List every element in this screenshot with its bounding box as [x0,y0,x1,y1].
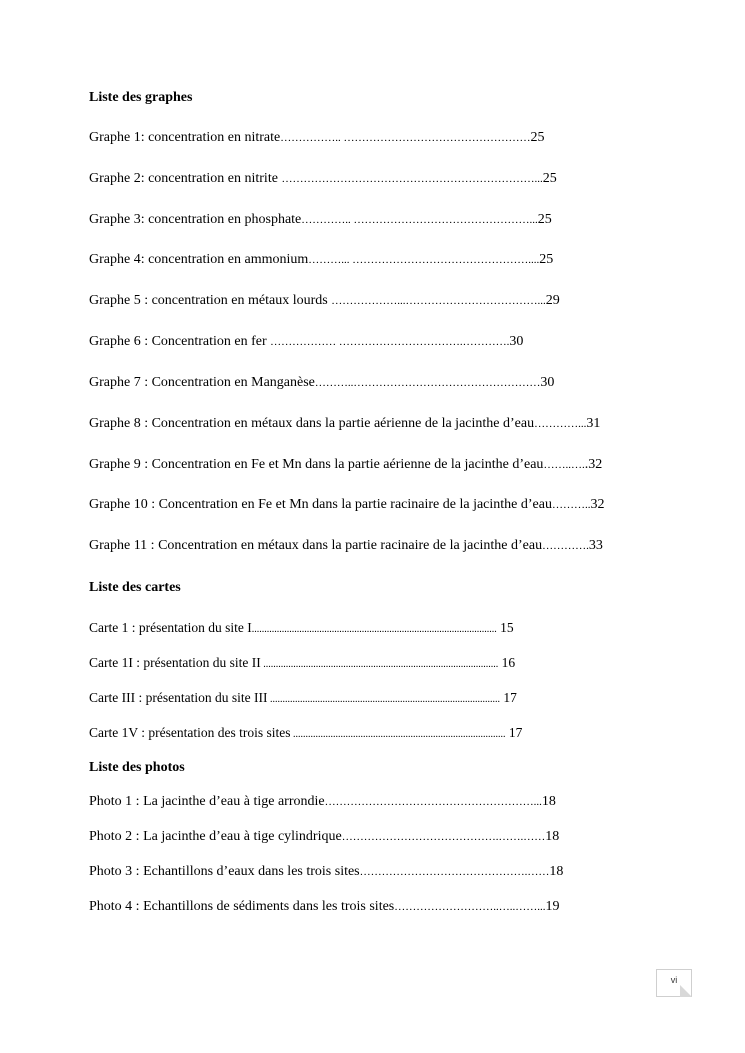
toc-entry-graphe-5[interactable] [89,293,560,309]
entry-page: 25 [537,212,552,227]
toc-entry-graphe-10[interactable] [89,497,604,513]
entry-label: Photo 2 : La jacinthe d’eau à tige cylindrique [89,829,342,844]
toc-entry-photo-1[interactable] [89,794,556,810]
toc-entry-carte-2[interactable] [89,655,515,673]
entry-label: Carte 1 : présentation du site I [89,620,252,635]
toc-entry-graphe-2[interactable] [89,171,557,187]
entry-leader: …………... [534,418,587,430]
entry-leader: ………….. …………………………………………... [301,214,538,226]
section-title-cartes: Liste des cartes [89,580,181,595]
entry-leader: ………………………..…..……... [394,901,546,913]
toc-entry-graphe-1[interactable] [89,130,545,146]
entry-page: 31 [586,416,601,431]
toc-entry-graphe-9[interactable] [89,457,602,473]
toc-entry-photo-4[interactable] [89,899,560,915]
entry-label: Carte 1V : présentation des trois sites [89,725,291,740]
toc-entry-carte-1[interactable] [89,620,514,638]
toc-entry-graphe-4[interactable] [89,252,553,268]
entry-page: 17 [499,690,517,705]
entry-label: Carte 1I : présentation du site II [89,655,261,670]
entry-page: 18 [549,864,564,879]
toc-entry-graphe-11[interactable] [89,538,603,554]
entry-page: 25 [530,130,545,145]
entry-label: Graphe 4: concentration en ammonium [89,252,309,267]
toc-entry-photo-3[interactable] [89,864,563,880]
entry-label: Graphe 1: concentration en nitrate [89,130,281,145]
entry-leader: ……..…. [543,459,585,471]
entry-page: 17 [505,725,523,740]
entry-label: Graphe 11 : Concentration en métaux dans la partie racinaire de la jacinthe d’eau [89,538,543,553]
entry-page: 29 [545,293,560,308]
entry-leader: ……….. [551,499,591,511]
toc-entry-graphe-6[interactable] [89,334,523,350]
entry-page: 25 [539,252,554,267]
entry-leader: …………. [542,540,589,552]
entry-page: 32 [590,497,605,512]
toc-entry-carte-4[interactable] [89,725,522,743]
entry-leader: .............................................................................................. [260,659,499,670]
entry-leader: ……………… …………………………….…………. [270,336,510,348]
entry-label: Graphe 10 : Concentration en Fe et Mn dans la partie racinaire de la jacinthe d’eau [89,497,552,512]
entry-leader: ……………………………………….…… [359,866,550,878]
toc-entry-carte-3[interactable] [89,690,517,708]
toc-entry-photo-2[interactable] [89,829,559,845]
entry-page: 18 [545,829,560,844]
entry-leader: ……………………………………………………………... [281,173,543,185]
entry-page: 30 [540,375,555,390]
entry-label: Graphe 6 : Concentration en fer [89,334,271,349]
section-title-graphes: Liste des graphes [89,90,193,105]
entry-leader: …………………………………………………... [324,796,542,808]
entry-page: 19 [545,899,560,914]
page-curl-icon [680,985,692,997]
entry-label: Graphe 9 : Concentration en Fe et Mn dans la partie aérienne de la jacinthe d’eau [89,457,544,472]
entry-label: Carte III : présentation du site III [89,690,268,705]
page-number: vi [670,975,678,985]
entry-page: 30 [509,334,524,349]
entry-label: Photo 4 : Echantillons de sédiments dans les trois sites [89,899,395,914]
entry-page: 15 [496,620,514,635]
section-title-photos: Liste des photos [89,760,185,775]
entry-page: 18 [541,794,556,809]
entry-label: Graphe 8 : Concentration en métaux dans la partie aérienne de la jacinthe d’eau [89,416,535,431]
entry-leader: ............................................................................................ [267,694,500,705]
entry-page: 16 [498,655,516,670]
entry-page: .32 [584,457,603,472]
toc-entry-graphe-7[interactable] [89,375,554,391]
entry-leader: ..................................................................................... [290,729,506,740]
entry-leader: ………... ………………………………………….... [308,254,540,266]
entry-page: 25 [542,171,557,186]
entry-label: Photo 3 : Echantillons d’eaux dans les trois sites [89,864,360,879]
entry-label: Graphe 2: concentration en nitrite [89,171,282,186]
entry-leader: .................................................................................................. [251,624,497,635]
entry-label: Graphe 3: concentration en phosphate [89,212,302,227]
entry-leader: ………..…………………………………………… [314,377,541,389]
toc-entry-graphe-8[interactable] [89,416,600,432]
entry-label: Graphe 5 : concentration en métaux lourds [89,293,332,308]
page-number-tab [656,969,692,997]
entry-leader: ………………...………………………………... [331,295,546,307]
entry-leader: …………….. …………………………………………… [280,132,531,144]
entry-label: Graphe 7 : Concentration en Manganèse [89,375,315,390]
entry-label: Photo 1 : La jacinthe d’eau à tige arrondie [89,794,325,809]
entry-page: 33 [588,538,603,553]
toc-entry-graphe-3[interactable] [89,212,552,228]
entry-leader: …………………………………….…….…… [341,831,546,843]
